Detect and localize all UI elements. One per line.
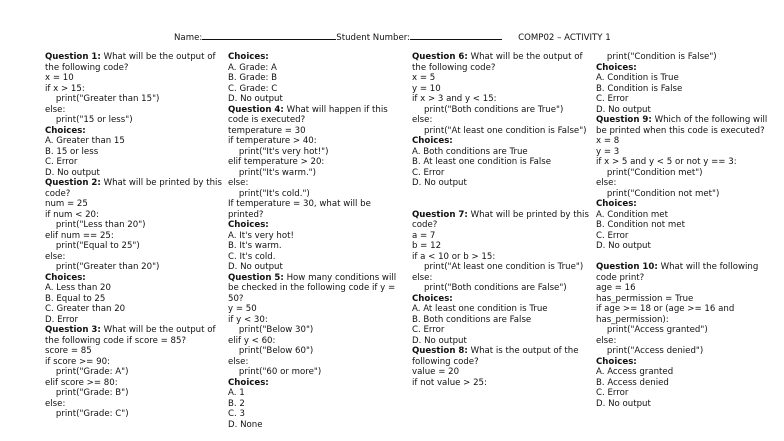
code-line: print("Greater than 20") bbox=[45, 262, 160, 272]
code-line: score = 85 bbox=[45, 346, 92, 356]
code-line: print("Below 60") bbox=[228, 346, 314, 356]
code-line: print("Condition met") bbox=[596, 167, 703, 178]
choice-option: B. 15 or less bbox=[45, 146, 99, 157]
column-3 bbox=[412, 52, 594, 388]
student-number-blank bbox=[410, 30, 502, 40]
question-2-prompt: Question 2: What will be printed by this code? bbox=[45, 178, 222, 199]
question-4-prompt: Question 4: What will happen if this code is executed? bbox=[228, 104, 388, 125]
code-line: if age >= 18 or (age >= 16 and has_permission): bbox=[596, 304, 735, 325]
choice-option: D. No output bbox=[228, 94, 283, 104]
code-line: else: bbox=[45, 104, 66, 115]
choice-option: A. Condition met bbox=[596, 209, 668, 220]
choice-option: B. It's warm. bbox=[228, 241, 282, 251]
choice-option: C. Error bbox=[596, 94, 629, 104]
worksheet-header bbox=[174, 30, 694, 44]
column-4 bbox=[596, 52, 780, 409]
choices-heading: Choices: bbox=[45, 125, 86, 136]
code-line: num = 25 bbox=[45, 199, 88, 209]
code-line: x = 8 bbox=[596, 136, 620, 146]
choice-option: C. Error bbox=[412, 167, 445, 178]
choice-option: D. No output bbox=[45, 167, 100, 178]
choices-heading: Choices: bbox=[228, 52, 269, 62]
code-line: print("Greater than 15") bbox=[45, 94, 160, 104]
code-line: y = 3 bbox=[596, 146, 620, 157]
choice-option: B. Grade: B bbox=[228, 73, 278, 83]
code-line: else: bbox=[596, 178, 617, 188]
code-line: elif score >= 80: bbox=[45, 377, 118, 388]
choice-option: A. Access granted bbox=[596, 367, 674, 377]
code-line: print("It's very hot!") bbox=[228, 146, 329, 157]
choice-option: A. Grade: A bbox=[228, 62, 277, 73]
choice-option: D. No output bbox=[596, 241, 651, 251]
name-blank bbox=[202, 30, 336, 40]
question-1-prompt: Question 1: What will be the output of the following code? bbox=[45, 52, 216, 73]
code-line: print("Grade: A") bbox=[45, 367, 129, 377]
code-line: if not value > 25: bbox=[412, 377, 487, 388]
choice-option: D. No output bbox=[596, 104, 651, 115]
code-line: if x > 5 and y < 5 or not y == 3: bbox=[596, 157, 737, 167]
code-line: b = 12 bbox=[412, 241, 442, 251]
choice-option: B. Access denied bbox=[596, 377, 669, 388]
code-line: print("Access granted") bbox=[596, 325, 708, 335]
code-line: print("It's warm.") bbox=[228, 167, 316, 178]
code-line: a = 7 bbox=[412, 230, 436, 241]
question-6-prompt: Question 6: What will be the output of the following code? bbox=[412, 52, 583, 73]
choice-option: A. Less than 20 bbox=[45, 283, 111, 293]
question-10-prompt: Question 10: What will the following code print? bbox=[596, 262, 759, 283]
code-line: value = 20 bbox=[412, 367, 460, 377]
choice-option: A. It's very hot! bbox=[228, 230, 294, 241]
choices-heading: Choices: bbox=[228, 377, 269, 388]
code-line: if a < 10 or b > 15: bbox=[412, 251, 496, 262]
code-line: print("Both conditions are True") bbox=[424, 104, 564, 115]
choice-option: D. No output bbox=[412, 335, 467, 346]
code-line: print("It's cold.") bbox=[228, 188, 310, 199]
choices-heading: Choices: bbox=[596, 356, 637, 367]
code-line: if temperature > 40: bbox=[228, 136, 317, 146]
question-9-prompt: Question 9: Which of the following will be printed when this code is executed? bbox=[596, 115, 768, 136]
code-line: has_permission = True bbox=[596, 293, 694, 304]
code-line: if x > 15: bbox=[45, 83, 85, 94]
code-line: print("At least one condition is True") bbox=[424, 262, 584, 272]
code-line: else: bbox=[596, 335, 617, 346]
code-line: print("Condition not met") bbox=[596, 188, 720, 199]
choice-option: C. Greater than 20 bbox=[45, 304, 126, 314]
choice-option: D. Error bbox=[45, 314, 79, 325]
student-number-label: Student Number: bbox=[336, 33, 411, 43]
code-line: print("15 or less") bbox=[45, 115, 133, 125]
code-line: else: bbox=[412, 272, 433, 283]
code-line: print("Condition is False") bbox=[596, 52, 717, 62]
code-line: if y < 30: bbox=[228, 314, 268, 325]
code-line: x = 5 bbox=[412, 73, 436, 83]
choices-heading: Choices: bbox=[45, 272, 86, 283]
code-line: print("Grade: B") bbox=[45, 388, 129, 398]
choice-option: B. Equal to 25 bbox=[45, 293, 106, 304]
choices-heading: Choices: bbox=[596, 62, 637, 73]
code-line: if x > 3 and y < 15: bbox=[412, 94, 497, 104]
choice-option: C. Error bbox=[45, 157, 78, 167]
choice-option: C. Grade: C bbox=[228, 83, 278, 94]
code-line: else: bbox=[45, 251, 66, 262]
choices-heading: Choices: bbox=[412, 293, 453, 304]
question-7-prompt: Question 7: What will be printed by this code? bbox=[412, 209, 589, 230]
code-line: if score >= 90: bbox=[45, 356, 110, 367]
choice-option: B. Condition not met bbox=[596, 220, 685, 230]
code-line: print("Access denied") bbox=[596, 346, 704, 356]
code-line: y = 50 bbox=[228, 304, 257, 314]
question-3-prompt: Question 3: What will be the output of the following code if score = 85? bbox=[45, 325, 216, 346]
choice-option: C. Error bbox=[412, 325, 445, 335]
question-8-prompt: Question 8: What is the output of the following code? bbox=[412, 346, 579, 367]
name-label: Name: bbox=[174, 33, 203, 43]
code-line: temperature = 30 bbox=[228, 125, 306, 136]
code-line: elif temperature > 20: bbox=[228, 157, 325, 167]
code-line: else: bbox=[228, 356, 249, 367]
code-line: elif num == 25: bbox=[45, 230, 114, 241]
spacer bbox=[412, 189, 594, 200]
choice-option: D. No output bbox=[412, 178, 467, 188]
code-line: x = 10 bbox=[45, 73, 74, 83]
code-line: else: bbox=[412, 115, 433, 125]
choice-option: A. At least one condition is True bbox=[412, 304, 548, 314]
question-5-prompt: Question 5: How many conditions will be checked in the following code if y = 50? bbox=[228, 272, 397, 304]
choice-option: D. None bbox=[228, 419, 263, 430]
choice-option: B. Both conditions are False bbox=[412, 314, 532, 325]
code-line: print("At least one condition is False") bbox=[424, 125, 587, 136]
choice-option: C. Error bbox=[596, 388, 629, 398]
choice-option: A. Condition is True bbox=[596, 73, 679, 83]
code-line: print("Both conditions are False") bbox=[424, 283, 567, 293]
choice-option: D. No output bbox=[228, 262, 283, 272]
column-1 bbox=[45, 52, 225, 420]
choice-option: C. 3 bbox=[228, 409, 245, 419]
code-line: print("Grade: C") bbox=[45, 409, 129, 419]
choice-option: D. No output bbox=[596, 398, 651, 409]
code-line: print("Less than 20") bbox=[45, 220, 146, 230]
choice-option: B. 2 bbox=[228, 398, 245, 409]
spacer bbox=[596, 252, 780, 263]
question-4-followup: If temperature = 30, what will be printed? bbox=[228, 199, 371, 220]
code-line: print("Below 30") bbox=[228, 325, 314, 335]
choice-option: B. At least one condition is False bbox=[412, 157, 552, 167]
code-line: print("60 or more") bbox=[228, 367, 322, 377]
code-line: else: bbox=[45, 398, 66, 409]
code-line: else: bbox=[228, 178, 249, 188]
column-2 bbox=[228, 52, 408, 430]
spacer bbox=[412, 199, 594, 210]
code-line: if num < 20: bbox=[45, 209, 99, 220]
code-line: y = 10 bbox=[412, 83, 441, 94]
choice-option: A. Greater than 15 bbox=[45, 136, 125, 146]
choice-option: A. 1 bbox=[228, 388, 245, 398]
choice-option: C. Error bbox=[596, 230, 629, 241]
choice-option: B. Condition is False bbox=[596, 83, 683, 94]
code-line: elif y < 60: bbox=[228, 335, 276, 346]
choices-heading: Choices: bbox=[412, 136, 453, 146]
choice-option: C. It's cold. bbox=[228, 251, 276, 262]
code-line: age = 16 bbox=[596, 283, 636, 293]
activity-title: COMP02 – ACTIVITY 1 bbox=[518, 33, 611, 43]
choices-heading: Choices: bbox=[596, 199, 637, 209]
choice-option: A. Both conditions are True bbox=[412, 146, 528, 157]
choices-heading: Choices: bbox=[228, 220, 269, 230]
code-line: print("Equal to 25") bbox=[45, 241, 140, 251]
